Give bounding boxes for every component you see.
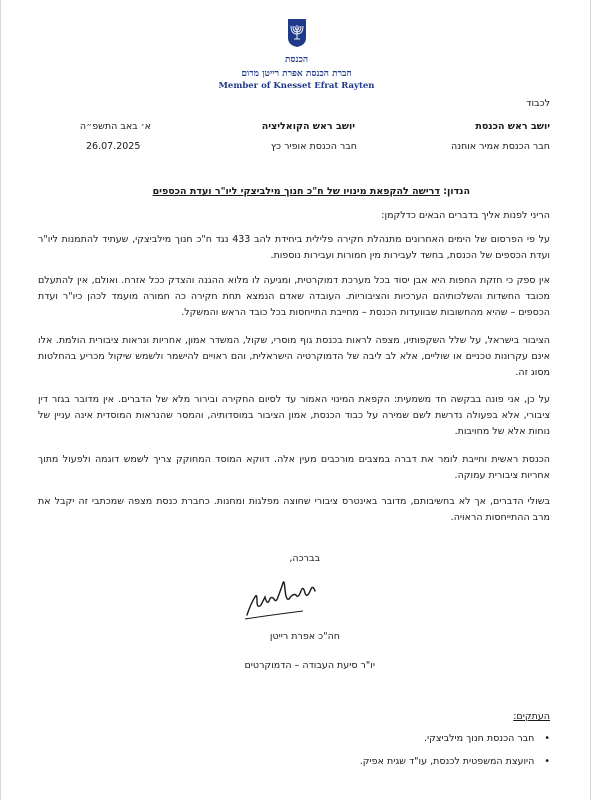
member-name-english: Member of Knesset Efrat Rayten (218, 81, 375, 91)
recipient-1-name: יושב ראש הכנסת (475, 121, 550, 132)
member-name-hebrew: חברת הכנסת אפרת רייטן מרום (241, 69, 352, 79)
knesset-menorah-emblem-icon (286, 18, 308, 48)
date-gregorian: 26.07.2025 (86, 141, 141, 152)
body-paragraph-5: הכנסת ראשית וחייבת לומר את דברה במצבים מורכבים מעין אלה. דווקא המוסד המחוקק צריך לשמש דוגמה ולפעול מתוך אחריות ציבורית עמוקה. (38, 454, 550, 481)
salutation: לכבוד (526, 98, 550, 109)
copies-item (360, 756, 550, 768)
body-paragraph-1: על פי הפרסום של הימים האחרונים מתנהלת חקירה פלילית ביחידת להב 433 נגד ח"כ חנוך מילביצקי, שעתיד להתמנות ליו"ר ועדת הכספים של הכנסת, בחשד לעבירות מין חמורות ועבירות נוספות. (38, 234, 550, 261)
copy-item-2: • היועצת המשפטית לכנסת, עו"ד שגית אפיק. (360, 756, 550, 767)
date-hebrew: א׳ באב התשפ״ה (79, 121, 151, 132)
copies-item (424, 733, 550, 745)
body-paragraph-6: בשולי הדברים, אך לא בחשיבותם, מדובר באינטרס ציבורי שחוצה מפלגות ומחנות. כחברת כנסת מצפה שמכתבי זה יקבל את מרב ההתייחסות הראויה. (38, 496, 550, 523)
handwritten-signature (241, 575, 321, 623)
body-paragraph-2: אין ספק כי חזקת החפות היא אבן יסוד בכל מערכת דמוקרטית, ומגיעה לו מלוא ההגנה והצדק ככל אזרח. ואולם, אין להתעלם מכובד החשדות והשלכותיהם הערכיות והציבוריות. העובדה שאדם הנמצא תחת חקירה כה חמורה מועמד לכהן כיו"ר ועדת הכספים – שהיא מהחשובות שבוועדות הכנסת – מחייבת התייחסות בכל כובד הראש והמשקל. (38, 275, 550, 318)
recipient-2-title: חבר הכנסת אופיר כץ (270, 141, 357, 152)
recipient-2-name: יושב ראש הקואליציה (261, 121, 355, 132)
subject-label: הנדון: (443, 186, 470, 197)
signatory-name: חה"כ אפרת רייטן (269, 631, 340, 642)
closing: בברכה, (289, 553, 320, 564)
copy-item-1: • חבר הכנסת חנוך מילביצקי. (424, 733, 550, 744)
subject-line (153, 186, 470, 197)
body-paragraph-4: על כן, אני פונה בבקשה חד משמעית: הקפאת המינוי האמור עד לסיום החקירה ובירור מלא של הדברים. אין מדובר בגזר דין ציבורי, אלא בפעולה נדרשת לשם שמירה על כבוד הכנסת, אמון הציבור במוסדותיה, והמסר שהנראות המוסדית אינה עניין של נוחות אלא של מחויבות. (38, 394, 550, 437)
subject-text: דרישה להקפאת מינויו של ח"כ חנוך מילביצקי ליו"ר ועדת הכספים (152, 186, 440, 197)
copies-label: העתקים: (513, 711, 550, 722)
body-paragraph-3: הציבור בישראל, על שלל השקפותיו, מצפה לראות בכנסת גוף מוסרי, שקול, המשדר אמון, אחריות ונראות ציבורית הולמת. אלו אינם עקרונות טכניים או שוליים, אלא לב ליבה של הדמוקרטיה הישראלית, והם ראויים להישמר ולשמש שיקול מכריע בהחלטות מסוג זה. (38, 335, 550, 378)
institution-name: הכנסת (284, 55, 309, 65)
opening-line: הריני לפנות אליך בדברים הבאים כדלקמן: (381, 210, 550, 221)
signatory-role: יו"ר סיעת העבודה – הדמוקרטים (244, 660, 375, 671)
recipient-1-title: חבר הכנסת אמיר אוחנה (450, 141, 550, 152)
